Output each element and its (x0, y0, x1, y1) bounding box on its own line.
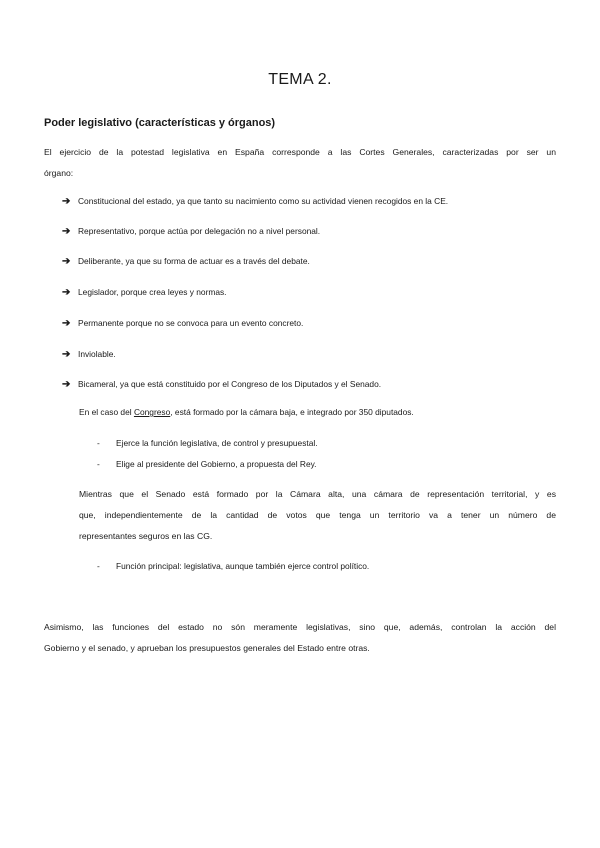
list-item (62, 194, 448, 208)
list-item-text: Inviolable. (78, 349, 116, 359)
arrow-icon: ➔ (62, 256, 71, 267)
document-title: TEMA 2. (268, 71, 332, 88)
list-item (62, 347, 116, 361)
list-item-text: Deliberante, ya que su forma de actuar es a través del debate. (78, 256, 310, 266)
list-item (62, 316, 303, 330)
section-heading: Poder legislativo (características y órganos) (44, 117, 276, 129)
congreso-prefix: En el caso del (79, 407, 134, 417)
list-item (62, 377, 381, 391)
arrow-icon: ➔ (62, 226, 71, 237)
dash-bullet: - (97, 561, 100, 571)
intro-paragraph (44, 142, 556, 184)
senado-line-3: representantes seguros en las CG. (79, 531, 213, 541)
closing-paragraph (44, 617, 556, 659)
senado-line-1: Mientras que el Senado está formado por la Cámara alta, una cámara de representación territorial, y es (79, 489, 556, 499)
arrow-icon: ➔ (62, 318, 71, 329)
list-item-text: Permanente porque no se convoca para un evento concreto. (78, 318, 304, 328)
intro-line-2: órgano: (44, 168, 74, 178)
congreso-function-item (97, 438, 318, 448)
list-item (62, 254, 310, 268)
senado-line-2: que, independientemente de la cantidad de votos que tenga un territorio va a tener un número de (79, 510, 556, 520)
list-item-text: Constitucional del estado, ya que tanto su nacimiento como su actividad vienen recogidos en la CE. (78, 196, 449, 206)
arrow-icon: ➔ (62, 287, 71, 298)
list-item-text: Legislador, porque crea leyes y normas. (78, 287, 227, 297)
congreso-suffix: , está formado por la cámara baja, e integrado por 350 diputados. (170, 407, 414, 417)
congreso-function-item (97, 459, 317, 469)
function-text: Elige al presidente del Gobierno, a propuesta del Rey. (116, 459, 317, 469)
congreso-paragraph (79, 407, 414, 417)
congreso-underlined: Congreso (133, 407, 171, 417)
list-item-text: Bicameral, ya que está constituido por el Congreso de los Diputados y el Senado. (78, 379, 382, 389)
function-text: Función principal: legislativa, aunque también ejerce control político. (116, 561, 370, 571)
list-item (62, 285, 227, 299)
closing-line-2: Gobierno y el senado, y aprueban los presupuestos generales del Estado entre otras. (44, 643, 370, 653)
intro-line-1: El ejercicio de la potestad legislativa en España corresponde a las Cortes Generales, caracterizadas por ser un (44, 147, 556, 157)
list-item-text: Representativo, porque actúa por delegación no a nivel personal. (78, 226, 321, 236)
function-text: Ejerce la función legislativa, de control y presupuestal. (116, 438, 318, 448)
list-item (62, 224, 320, 238)
closing-line-1: Asimismo, las funciones del estado no són meramente legislativas, sino que, además, controlan la acción del (44, 622, 556, 632)
arrow-icon: ➔ (62, 349, 71, 360)
arrow-icon: ➔ (62, 196, 71, 207)
arrow-icon: ➔ (62, 379, 71, 390)
senado-function-item (97, 561, 369, 571)
dash-bullet: - (97, 438, 100, 448)
senado-paragraph (79, 484, 556, 547)
dash-bullet: - (97, 459, 100, 469)
